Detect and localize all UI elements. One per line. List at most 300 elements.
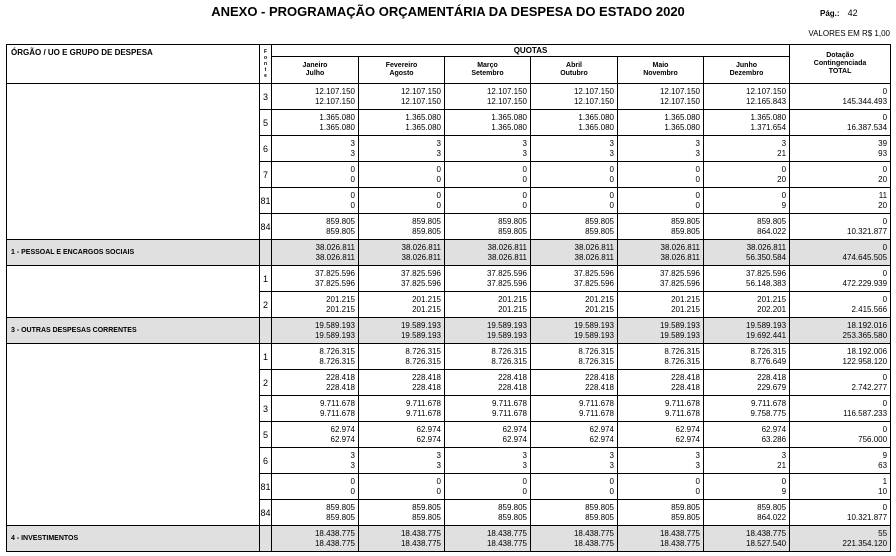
- quota-cell: [704, 110, 790, 136]
- value-first-half: 0: [695, 476, 700, 486]
- value-first-half: 3: [350, 138, 355, 148]
- value-second-half: 3: [522, 460, 527, 470]
- value-second-half: 8.726.315: [664, 356, 700, 366]
- quota-cell: [531, 448, 618, 474]
- fonte-row: [7, 396, 891, 422]
- quota-cell: [359, 188, 445, 214]
- quota-cell: [618, 292, 704, 318]
- value-second-half: 9.711.678: [665, 408, 700, 418]
- value-second-half: 37.825.596: [400, 278, 441, 288]
- fonte-row: [7, 188, 891, 214]
- value-first-half: 1.365.080: [319, 112, 355, 122]
- fonte-letter: o: [263, 55, 268, 61]
- value-second-half: 56.148.383: [746, 278, 787, 288]
- value-first-half: 19.589.193: [746, 320, 787, 330]
- fonte-row: [7, 370, 891, 396]
- value-second-half: 756.000: [858, 434, 888, 444]
- quota-cell: [359, 396, 445, 422]
- currency-note: VALORES EM R$ 1,00: [808, 29, 890, 38]
- quota-cell: [272, 214, 359, 240]
- month-header: [704, 57, 790, 84]
- value-first-half: 19.589.193: [486, 320, 527, 330]
- page-label: Pág.:: [820, 9, 840, 18]
- value-first-half: 62.974: [761, 424, 787, 434]
- value-second-half: 859.805: [498, 512, 527, 522]
- value-first-half: 37.825.596: [573, 268, 614, 278]
- value-second-half: 8.726.315: [405, 356, 441, 366]
- budget-table: [6, 44, 891, 552]
- quota-cell: [272, 136, 359, 162]
- value-first-half: 9.711.678: [492, 398, 527, 408]
- value-first-half: 859.805: [757, 502, 787, 512]
- quota-cell: [618, 318, 704, 344]
- month-top: Junho: [736, 62, 758, 69]
- value-second-half: 228.418: [585, 382, 614, 392]
- value-second-half: 122.958.120: [842, 356, 888, 366]
- value-first-half: 3: [781, 138, 787, 148]
- value-first-half: 859.805: [498, 502, 527, 512]
- fonte-row: [7, 136, 891, 162]
- quota-cell: [359, 292, 445, 318]
- value-second-half: 38.026.811: [315, 252, 355, 262]
- quota-cell: [445, 136, 531, 162]
- orgao-cell: [7, 500, 260, 526]
- value-first-half: 18.438.775: [400, 528, 441, 538]
- value-second-half: 12.107.150: [573, 96, 614, 106]
- value-first-half: 37.825.596: [659, 268, 700, 278]
- value-first-half: 38.026.811: [487, 242, 527, 252]
- fonte-code: 3: [260, 396, 272, 422]
- value-first-half: 18.438.775: [314, 528, 355, 538]
- quota-cell: [445, 266, 531, 292]
- month-bottom: Dezembro: [729, 70, 764, 77]
- quota-cell: [272, 422, 359, 448]
- value-second-half: 201.215: [326, 304, 355, 314]
- value-first-half: 3: [350, 450, 355, 460]
- value-second-half: 3: [350, 148, 355, 158]
- value-second-half: 3: [695, 148, 700, 158]
- orgao-cell: [7, 136, 260, 162]
- value-first-half: 859.805: [585, 216, 614, 226]
- value-second-half: 1.365.080: [405, 122, 441, 132]
- value-second-half: 0: [609, 200, 614, 210]
- value-second-half: 202.201: [757, 304, 787, 314]
- quota-cell: [618, 526, 704, 552]
- quota-cell: [618, 136, 704, 162]
- quota-cell: [272, 84, 359, 110]
- group-label: 3 - OUTRAS DESPESAS CORRENTES: [7, 318, 260, 344]
- value-first-half: 3: [781, 450, 787, 460]
- value-second-half: 1.365.080: [319, 122, 355, 132]
- value-second-half: 3: [609, 148, 614, 158]
- dotacao-header: [790, 45, 891, 84]
- quota-cell: [531, 84, 618, 110]
- value-second-half: 37.825.596: [659, 278, 700, 288]
- value-first-half: 0: [882, 424, 888, 434]
- dotacao-cell: [790, 396, 891, 422]
- value-second-half: 12.165.843: [746, 96, 787, 106]
- value-first-half: 37.825.596: [746, 268, 787, 278]
- value-first-half: 18.438.775: [573, 528, 614, 538]
- quota-cell: [359, 110, 445, 136]
- value-second-half: 1.365.080: [578, 122, 614, 132]
- dotacao-cell: [790, 318, 891, 344]
- quota-cell: [445, 110, 531, 136]
- value-second-half: 9.758.775: [750, 408, 787, 418]
- orgao-cell: [7, 370, 260, 396]
- value-second-half: 10: [878, 486, 888, 496]
- value-first-half: 18.192.006: [847, 346, 888, 356]
- fonte-code: 2: [260, 292, 272, 318]
- value-first-half: 859.805: [671, 216, 700, 226]
- value-second-half: 2.415.566: [851, 304, 888, 314]
- quota-cell: [531, 136, 618, 162]
- dotacao-cell: [790, 422, 891, 448]
- value-second-half: 63: [878, 460, 888, 470]
- dotacao-cell: [790, 110, 891, 136]
- quota-cell: [531, 110, 618, 136]
- dotacao-cell: [790, 526, 891, 552]
- quota-cell: [704, 214, 790, 240]
- value-second-half: 0: [350, 174, 355, 184]
- value-first-half: 0: [882, 112, 888, 122]
- quota-cell: [272, 448, 359, 474]
- quota-cell: [618, 396, 704, 422]
- value-first-half: 0: [522, 476, 527, 486]
- quota-cell: [531, 318, 618, 344]
- value-second-half: 18.438.775: [486, 538, 527, 548]
- value-first-half: 8.726.315: [750, 346, 787, 356]
- value-second-half: 474.645.505: [842, 252, 888, 262]
- dotacao-cell: [790, 474, 891, 500]
- value-second-half: 12.107.150: [314, 96, 355, 106]
- fonte-row: [7, 448, 891, 474]
- value-first-half: 18.438.775: [659, 528, 700, 538]
- value-first-half: 3: [609, 450, 614, 460]
- quota-cell: [359, 474, 445, 500]
- value-first-half: 201.215: [326, 294, 355, 304]
- dotacao-cell: [790, 448, 891, 474]
- value-second-half: 21: [777, 460, 787, 470]
- fonte-code: 5: [260, 422, 272, 448]
- quota-cell: [531, 240, 618, 266]
- value-first-half: 12.107.150: [746, 86, 787, 96]
- value-first-half: 62.974: [416, 424, 441, 434]
- value-first-half: 859.805: [585, 502, 614, 512]
- value-first-half: 9.711.678: [751, 398, 787, 408]
- fonte-row: [7, 474, 891, 500]
- value-second-half: 3: [609, 460, 614, 470]
- quota-cell: [531, 370, 618, 396]
- quota-cell: [272, 474, 359, 500]
- value-first-half: 38.026.811: [574, 242, 614, 252]
- value-second-half: 18.438.775: [659, 538, 700, 548]
- value-first-half: 859.805: [412, 502, 441, 512]
- dotacao-cell: [790, 500, 891, 526]
- value-first-half: 38.026.811: [746, 242, 787, 252]
- value-second-half: 116.587.233: [843, 408, 888, 418]
- quota-cell: [704, 396, 790, 422]
- quotas-header: QUOTAS: [272, 45, 790, 57]
- value-second-half: 9.711.678: [492, 408, 527, 418]
- quota-cell: [359, 526, 445, 552]
- fonte-code: 7: [260, 162, 272, 188]
- month-bottom: Agosto: [389, 70, 414, 77]
- value-first-half: 18.438.775: [746, 528, 787, 538]
- value-second-half: 18.438.775: [573, 538, 614, 548]
- month-header: [445, 57, 531, 84]
- quota-cell: [618, 370, 704, 396]
- month-top: Janeiro: [302, 62, 328, 69]
- fonte-code: 81: [260, 474, 272, 500]
- value-second-half: 8.726.315: [491, 356, 527, 366]
- value-first-half: 859.805: [326, 502, 355, 512]
- quota-cell: [445, 370, 531, 396]
- value-first-half: 9.711.678: [406, 398, 441, 408]
- quota-cell: [272, 110, 359, 136]
- page-number: 42: [847, 8, 858, 18]
- value-second-half: 20: [878, 174, 888, 184]
- fonte-code: 1: [260, 344, 272, 370]
- orgao-cell: [7, 84, 260, 110]
- fonte-code: 3: [260, 84, 272, 110]
- quota-cell: [704, 266, 790, 292]
- value-first-half: 62.974: [675, 424, 700, 434]
- value-first-half: 3: [522, 450, 527, 460]
- value-first-half: 12.107.150: [659, 86, 700, 96]
- value-first-half: 0: [350, 164, 355, 174]
- value-second-half: 859.805: [498, 226, 527, 236]
- quota-cell: [618, 84, 704, 110]
- quota-cell: [445, 318, 531, 344]
- fonte-code: [260, 526, 272, 552]
- dotacao-line-2: Contingenciada: [813, 60, 867, 67]
- value-first-half: 62.974: [330, 424, 355, 434]
- quota-cell: [272, 500, 359, 526]
- orgao-cell: [7, 292, 260, 318]
- quota-cell: [618, 448, 704, 474]
- fonte-row: [7, 344, 891, 370]
- value-first-half: 62.974: [502, 424, 527, 434]
- value-second-half: 0: [350, 200, 355, 210]
- group-label: 1 - PESSOAL E ENCARGOS SOCIAIS: [7, 240, 260, 266]
- orgao-cell: [7, 422, 260, 448]
- value-second-half: 18.527.540: [746, 538, 787, 548]
- value-second-half: 859.805: [412, 226, 441, 236]
- value-second-half: 19.589.193: [486, 330, 527, 340]
- quota-cell: [618, 188, 704, 214]
- value-first-half: 9.711.678: [579, 398, 614, 408]
- value-first-half: 38.026.811: [401, 242, 441, 252]
- quota-cell: [704, 292, 790, 318]
- value-second-half: 201.215: [585, 304, 614, 314]
- value-second-half: 9.711.678: [579, 408, 614, 418]
- value-second-half: 229.679: [757, 382, 787, 392]
- fonte-row: [7, 422, 891, 448]
- dotacao-cell: [790, 162, 891, 188]
- value-first-half: 228.418: [326, 372, 355, 382]
- quota-cell: [272, 318, 359, 344]
- value-second-half: 10.321.877: [847, 512, 888, 522]
- month-bottom: Novembro: [643, 70, 678, 77]
- value-first-half: 18.438.775: [486, 528, 527, 538]
- value-second-half: 0: [436, 200, 441, 210]
- month-bottom: Setembro: [471, 70, 504, 77]
- quota-cell: [445, 240, 531, 266]
- quota-cell: [704, 136, 790, 162]
- quota-cell: [704, 188, 790, 214]
- quota-cell: [704, 162, 790, 188]
- value-second-half: 20: [777, 174, 787, 184]
- fonte-code: 6: [260, 448, 272, 474]
- quota-cell: [704, 526, 790, 552]
- value-second-half: 63.286: [761, 434, 787, 444]
- dotacao-cell: [790, 84, 891, 110]
- quota-cell: [272, 526, 359, 552]
- value-second-half: 0: [695, 486, 700, 496]
- dotacao-cell: [790, 240, 891, 266]
- value-second-half: 201.215: [671, 304, 700, 314]
- value-first-half: 9.711.678: [320, 398, 355, 408]
- fonte-code: 6: [260, 136, 272, 162]
- month-header: [272, 57, 359, 84]
- quota-cell: [618, 266, 704, 292]
- value-second-half: 201.215: [412, 304, 441, 314]
- group-total-row: [7, 526, 891, 552]
- value-second-half: 228.418: [326, 382, 355, 392]
- value-second-half: 56.350.584: [746, 252, 787, 262]
- quota-cell: [272, 396, 359, 422]
- quota-cell: [359, 500, 445, 526]
- value-first-half: 0: [609, 164, 614, 174]
- value-first-half: 228.418: [585, 372, 614, 382]
- value-first-half: 201.215: [757, 294, 787, 304]
- quota-cell: [272, 162, 359, 188]
- value-first-half: 38.026.811: [315, 242, 355, 252]
- fonte-row: [7, 110, 891, 136]
- quota-cell: [618, 162, 704, 188]
- value-first-half: 0: [522, 164, 527, 174]
- value-second-half: 472.229.939: [842, 278, 888, 288]
- quota-cell: [445, 526, 531, 552]
- quota-cell: [704, 474, 790, 500]
- value-first-half: 62.974: [589, 424, 614, 434]
- dotacao-line-3: TOTAL: [828, 68, 852, 75]
- quota-cell: [272, 188, 359, 214]
- value-second-half: 12.107.150: [486, 96, 527, 106]
- value-first-half: 0: [882, 294, 888, 304]
- value-first-half: 859.805: [498, 216, 527, 226]
- fonte-code: 2: [260, 370, 272, 396]
- dotacao-cell: [790, 344, 891, 370]
- value-first-half: 3: [522, 138, 527, 148]
- value-first-half: 0: [522, 190, 527, 200]
- quota-cell: [445, 214, 531, 240]
- value-first-half: 201.215: [412, 294, 441, 304]
- group-total-row: [7, 240, 891, 266]
- value-second-half: 1.371.654: [750, 122, 787, 132]
- quota-cell: [704, 500, 790, 526]
- value-first-half: 0: [350, 190, 355, 200]
- quota-cell: [359, 266, 445, 292]
- quota-cell: [359, 422, 445, 448]
- value-first-half: 1: [882, 476, 888, 486]
- quota-cell: [445, 188, 531, 214]
- page-indicator: [820, 8, 858, 18]
- value-second-half: 38.026.811: [401, 252, 441, 262]
- orgao-cell: [7, 344, 260, 370]
- quota-cell: [704, 344, 790, 370]
- value-second-half: 228.418: [412, 382, 441, 392]
- value-first-half: 1.365.080: [664, 112, 700, 122]
- value-first-half: 3: [695, 450, 700, 460]
- quota-cell: [272, 292, 359, 318]
- quota-cell: [531, 526, 618, 552]
- value-first-half: 0: [882, 242, 888, 252]
- fonte-row: [7, 214, 891, 240]
- value-first-half: 3: [436, 450, 441, 460]
- value-first-half: 0: [882, 216, 888, 226]
- value-second-half: 62.974: [416, 434, 441, 444]
- value-second-half: 859.805: [326, 512, 355, 522]
- value-second-half: 18.438.775: [314, 538, 355, 548]
- quota-cell: [704, 240, 790, 266]
- value-second-half: 0: [609, 174, 614, 184]
- quota-cell: [704, 422, 790, 448]
- value-second-half: 0: [609, 486, 614, 496]
- quota-cell: [531, 188, 618, 214]
- quota-cell: [445, 500, 531, 526]
- value-second-half: 62.974: [330, 434, 355, 444]
- value-second-half: 19.692.441: [746, 330, 787, 340]
- value-first-half: 0: [609, 476, 614, 486]
- value-first-half: 859.805: [757, 216, 787, 226]
- value-second-half: 859.805: [671, 512, 700, 522]
- quota-cell: [359, 318, 445, 344]
- value-first-half: 19.589.193: [400, 320, 441, 330]
- value-first-half: 0: [695, 190, 700, 200]
- quota-cell: [618, 500, 704, 526]
- quota-cell: [531, 162, 618, 188]
- value-first-half: 0: [781, 476, 787, 486]
- value-second-half: 19.589.193: [573, 330, 614, 340]
- value-second-half: 9.711.678: [406, 408, 441, 418]
- fonte-letter: F: [263, 49, 268, 55]
- value-second-half: 8.726.315: [319, 356, 355, 366]
- group-total-row: [7, 318, 891, 344]
- value-first-half: 1.365.080: [578, 112, 614, 122]
- value-second-half: 859.805: [671, 226, 700, 236]
- value-second-half: 859.805: [326, 226, 355, 236]
- value-second-half: 864.022: [757, 512, 787, 522]
- value-first-half: 0: [695, 164, 700, 174]
- quota-cell: [445, 474, 531, 500]
- value-second-half: 37.825.596: [486, 278, 527, 288]
- value-second-half: 0: [695, 200, 700, 210]
- value-second-half: 1.365.080: [664, 122, 700, 132]
- value-second-half: 859.805: [585, 512, 614, 522]
- orgao-cell: [7, 474, 260, 500]
- value-first-half: 19.589.193: [659, 320, 700, 330]
- value-first-half: 1.365.080: [491, 112, 527, 122]
- value-first-half: 12.107.150: [400, 86, 441, 96]
- quota-cell: [272, 344, 359, 370]
- quota-cell: [445, 292, 531, 318]
- value-second-half: 3: [436, 460, 441, 470]
- quota-cell: [359, 344, 445, 370]
- fonte-row: [7, 500, 891, 526]
- orgao-cell: [7, 162, 260, 188]
